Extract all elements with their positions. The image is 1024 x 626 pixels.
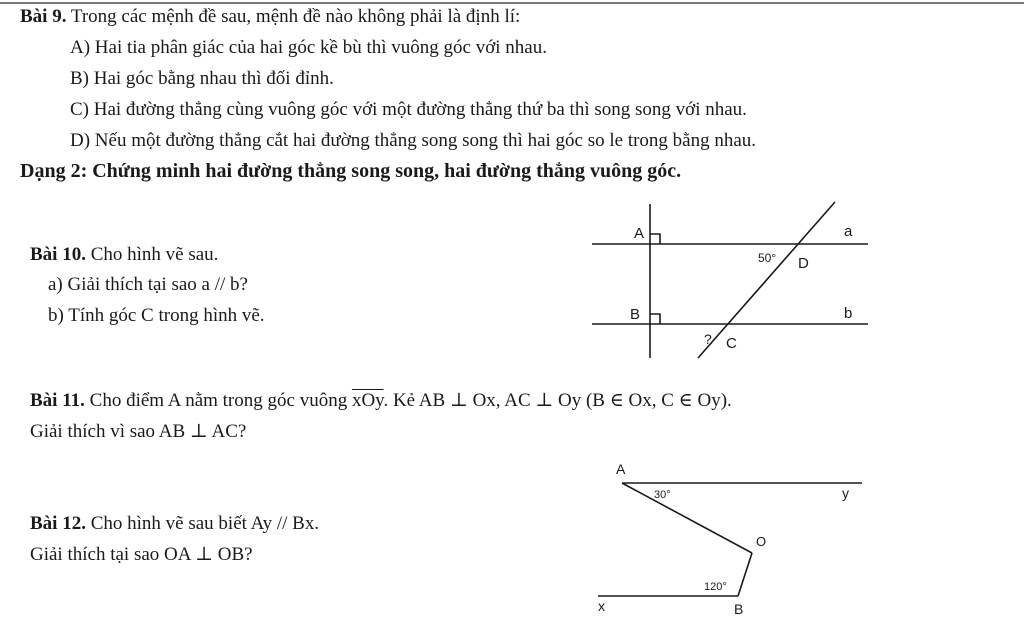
bai10-label: Bài 10. xyxy=(30,244,86,265)
bai12-angle-B: 120° xyxy=(704,581,727,593)
bai12-text xyxy=(30,513,319,535)
bai10-part-b: b) Tính góc C trong hình vẽ. xyxy=(48,305,265,326)
bai12-label-x: x xyxy=(598,598,605,614)
bai11-text-pre: Cho điểm A nằm trong góc vuông xyxy=(89,390,352,411)
bai11-text-post: . Kẻ AB ⊥ Ox, AC ⊥ Oy (B ∈ Ox, C ∈ Oy). xyxy=(383,390,732,411)
bai9-option-b: B) Hai góc bằng nhau thì đối đỉnh. xyxy=(70,68,334,89)
bai12-text-body: Cho hình vẽ sau biết Ay // Bx. xyxy=(90,513,320,534)
bai10-label-b: b xyxy=(844,305,853,322)
bai10-label-B: B xyxy=(630,306,641,323)
bai12-label: Bài 12. xyxy=(30,513,86,534)
bai9-label: Bài 9. xyxy=(20,6,67,27)
bai10-part-a: a) Giải thích tại sao a // b? xyxy=(48,274,248,295)
bai12-segment-AO xyxy=(622,483,752,553)
bai11-line2: Giải thích vì sao AB ⊥ AC? xyxy=(30,421,247,442)
bai9-option-c: C) Hai đường thẳng cùng vuông góc với một đường thẳng thứ ba thì song song với nhau. xyxy=(70,99,747,120)
bai11-text xyxy=(30,390,732,412)
bai10-right-angle-A xyxy=(650,234,660,244)
bai10-transversal xyxy=(698,202,835,358)
bai10-intro xyxy=(30,244,218,266)
bai10-figure xyxy=(580,196,880,366)
bai12-label-A: A xyxy=(616,461,626,477)
bai10-label-D: D xyxy=(798,255,809,272)
bai10-label-a: a xyxy=(844,223,853,240)
bai12-label-y: y xyxy=(842,485,849,501)
bai12-label-O: O xyxy=(756,534,767,549)
top-border xyxy=(0,2,1024,4)
bai10-angle-C: ? xyxy=(704,331,712,347)
bai9-option-a: A) Hai tia phân giác của hai góc kề bù thì vuông góc với nhau. xyxy=(70,37,547,58)
bai12-figure xyxy=(580,456,880,626)
bai10-text: Cho hình vẽ sau. xyxy=(90,244,219,265)
bai10-angle-D: 50° xyxy=(758,251,777,265)
bai12-label-B: B xyxy=(734,601,744,617)
bai11-angle-xoy: $\overline{xOy}$ xyxy=(351,390,384,411)
bai11-label: Bài 11. xyxy=(30,390,85,411)
section-heading: Dạng 2: Chứng minh hai đường thẳng song song, hai đường thẳng vuông góc. xyxy=(20,160,682,182)
bai9-option-d: D) Nếu một đường thẳng cắt hai đường thẳng song song thì hai góc so le trong bằng nhau. xyxy=(70,130,757,151)
bai9-text: Trong các mệnh đề sau, mệnh đề nào không phải là định lí: xyxy=(70,6,521,27)
bai12-angle-A: 30° xyxy=(654,489,671,501)
bai12-segment-OB xyxy=(738,553,752,596)
bai10-label-A: A xyxy=(634,225,645,242)
bai10-label-C: C xyxy=(726,335,737,352)
bai9-question xyxy=(20,6,520,28)
bai12-line2: Giải thích tại sao OA ⊥ OB? xyxy=(30,544,253,565)
bai10-right-angle-B xyxy=(650,314,660,324)
